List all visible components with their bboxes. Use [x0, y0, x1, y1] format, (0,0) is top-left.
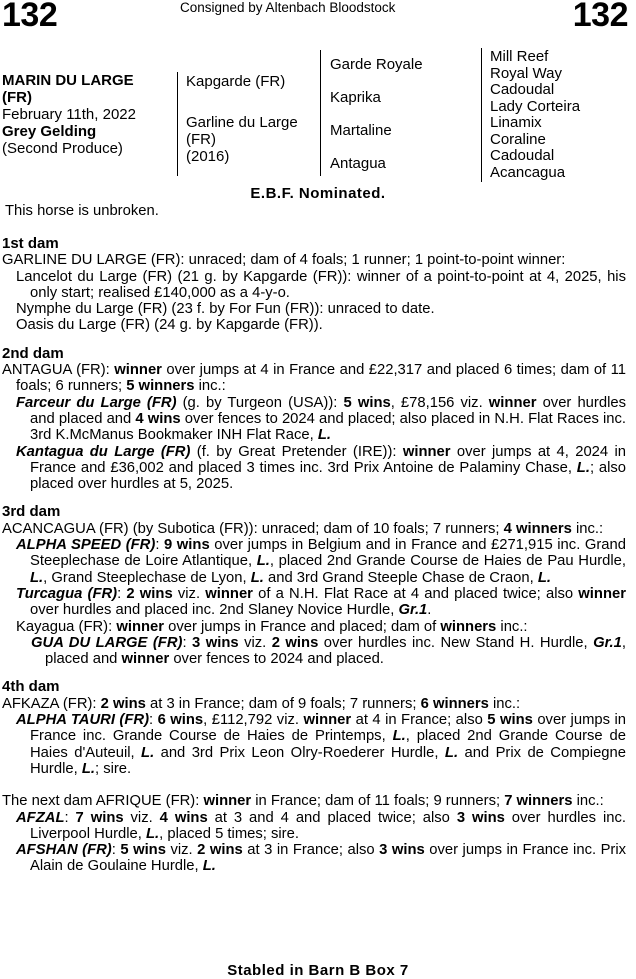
second-dam-para: ANTAGUA (FR): winner over jumps at 4 in France and £22,317 and placed 6 times; dam of 11 foals; 6 runners; 5 winners inc.:	[2, 362, 626, 395]
pedigree-dam-l3: (2016)	[186, 148, 230, 165]
first-dam-heading: 1st dam	[2, 235, 59, 252]
produce-turcagua: Turcagua (FR): 2 wins viz. winner of a N.H. Flat Race at 4 and placed twice; also winner over hurdles and placed inc. 2nd Slaney Novice Hurdle, Gr.1.	[16, 585, 626, 619]
pedigree-gen4-7: Cadoudal	[490, 147, 555, 164]
pedigree-divider-3	[481, 48, 482, 182]
pedigree-divider-1	[177, 72, 178, 176]
ebf-nominated: E.B.F. Nominated.	[250, 185, 386, 202]
lot-number-right: 132	[572, 0, 628, 34]
pedigree-gen4-1: Mill Reef	[490, 48, 549, 65]
foaling-date: February 11th, 2022	[2, 106, 136, 123]
pedigree-gen4-3: Cadoudal	[490, 81, 555, 98]
produce-alpha-speed: ALPHA SPEED (FR): 9 wins over jumps in Belgium and in France and £271,915 inc. Grand Steeplechase de Loire Atlantique, L., placed 2nd Grande Course de Haies de Pau Hurdle, L., Grand Steeplechase de Lyon, L. and 3rd Grand Steeple Chase de Craon, L.	[16, 537, 626, 586]
produce-alpha-tauri: ALPHA TAURI (FR): 6 wins, £112,792 viz. winner at 4 in France; also 5 wins over jumps in France inc. Grande Course de Haies de Printemps, L., placed 2nd Grande Course de Haies d'Auteuil, L. and 3rd Prix Leon Olry-Roederer Hurdle, L. and Prix de Compiegne Hurdle, L.; sire.	[16, 712, 626, 777]
pedigree-gen3-2: Kaprika	[330, 89, 381, 106]
produce-afshan: AFSHAN (FR): 5 wins viz. 2 wins at 3 in France; also 3 wins over jumps in France inc. Prix Alain de Goulaine Hurdle, L.	[16, 842, 627, 875]
lot-number-left: 132	[2, 0, 58, 34]
produce-nymphe: Nymphe du Large (FR) (23 f. by For Fun (FR)): unraced to date.	[16, 301, 435, 318]
pedigree-gen3-1: Garde Royale	[330, 56, 423, 73]
produce-afzal: AFZAL: 7 wins viz. 4 wins at 3 and 4 and placed twice; also 3 wins over hurdles inc. Liverpool Hurdle, L., placed 5 times; sire.	[16, 809, 626, 842]
produce-kantagua: Kantagua du Large (FR) (f. by Great Pretender (IRE)): winner over jumps at 4, 2024 in France and £36,002 and placed 3 times inc. 3rd Prix Antoine de Palaminy Chase, L.; also placed over hurdles at 5, 2025.	[16, 443, 626, 493]
produce-gua-du-large: GUA DU LARGE (FR): 3 wins viz. 2 wins over hurdles inc. New Stand H. Hurdle, Gr.1, placed and winner over fences to 2024 and placed.	[31, 634, 627, 668]
fourth-dam-heading: 4th dam	[2, 678, 60, 696]
produce-kayagua: Kayagua (FR): winner over jumps in France and placed; dam of winners inc.:	[16, 618, 528, 635]
next-dam-para: The next dam AFRIQUE (FR): winner in France; dam of 11 foals; 9 runners; 7 winners inc.:	[2, 793, 604, 810]
produce-farceur: Farceur du Large (FR) (g. by Turgeon (USA)): 5 wins, £78,156 viz. winner over hurdles and placed and 4 wins over fences to 2024 and placed; also placed in N.H. Flat Races inc. 3rd K.McManus Bookmaker INH Flat Race, L.	[16, 394, 627, 444]
produce-note: (Second Produce)	[2, 140, 123, 157]
consignor: Consigned by Altenbach Bloodstock	[180, 0, 396, 15]
pedigree-dam-l2: (FR)	[186, 131, 216, 148]
horse-country: (FR)	[2, 89, 32, 106]
stabling-footer: Stabled in Barn B Box 7	[227, 962, 409, 979]
produce-oasis: Oasis du Large (FR) (24 g. by Kapgarde (FR)).	[16, 317, 323, 334]
unbroken-note: This horse is unbroken.	[5, 203, 159, 219]
pedigree-gen4-2: Royal Way	[490, 64, 562, 82]
pedigree-gen3-3: Martaline	[330, 122, 392, 139]
pedigree-divider-2	[320, 50, 321, 176]
pedigree-gen4-6: Coraline	[490, 130, 546, 148]
pedigree-gen4-4: Lady Corteira	[490, 97, 581, 115]
pedigree-gen3-4: Antagua	[330, 155, 386, 172]
pedigree-sire: Kapgarde (FR)	[186, 73, 286, 90]
first-dam-para: GARLINE DU LARGE (FR): unraced; dam of 4 foals; 1 runner; 1 point-to-point winner:	[2, 252, 566, 269]
third-dam-para: ACANCAGUA (FR) (by Subotica (FR)): unraced; dam of 10 foals; 7 runners; 4 winners inc.:	[2, 520, 604, 537]
catalogue-body	[2, 226, 626, 875]
fourth-dam-para: AFKAZA (FR): 2 wins at 3 in France; dam of 9 foals; 7 runners; 6 winners inc.:	[2, 695, 521, 712]
pedigree-gen4-5: Linamix	[490, 114, 542, 131]
pedigree-dam-l1: Garline du Large	[186, 114, 298, 131]
second-dam-heading: 2nd dam	[2, 344, 64, 362]
horse-name: MARIN DU LARGE	[2, 72, 134, 89]
pedigree-gen4-8: Acancagua	[490, 163, 566, 181]
horse-sex: Grey Gelding	[2, 123, 97, 140]
produce-lancelot: Lancelot du Large (FR) (21 g. by Kapgarde (FR)): winner of a point-to-point at 4, 2025, his only start; realised £140,000 as a 4-y-o.	[16, 268, 626, 301]
third-dam-heading: 3rd dam	[2, 503, 61, 521]
